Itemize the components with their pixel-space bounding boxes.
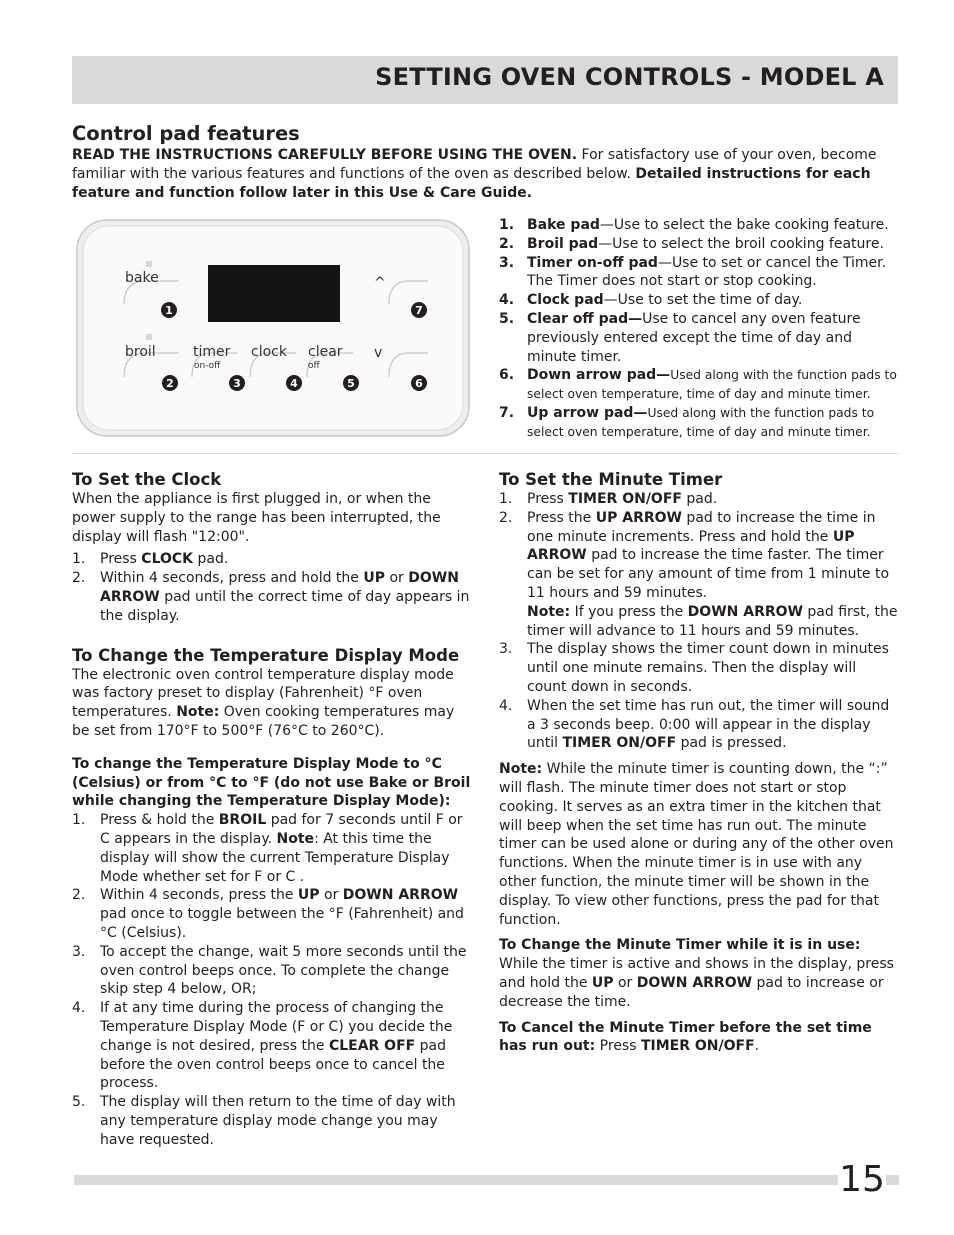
callout-4 <box>286 375 302 391</box>
timer-on-off-pad[interactable]: timer <box>193 344 231 360</box>
callout-5 <box>343 375 359 391</box>
page-title: SETTING OVEN CONTROLS - MODEL A <box>375 63 884 91</box>
svg-text:2: 2 <box>166 377 174 390</box>
clock-intro: When the appliance is first plugged in, or when the power supply to the range has been interrupted, the display will flash "12:00". <box>72 491 441 545</box>
left-column <box>72 470 472 1150</box>
feature-item: 4. Clock pad—Use to set the time of day. <box>499 292 803 309</box>
header-bar <box>72 56 898 104</box>
svg-text:4: 4 <box>290 377 298 390</box>
bake-pad[interactable]: bake <box>125 270 159 286</box>
list-item: 3. The display shows the timer count down in minutes until one minute remains. Then the display will count down in seconds. <box>499 641 889 695</box>
down-arrow-pad[interactable]: v <box>374 345 383 361</box>
timer-heading: To Set the Minute Timer <box>499 470 723 489</box>
list-item: 4. When the set time has run out, the timer will sound a 3 seconds beep. 0:00 will appear in the display until TIMER ON/OFF pad is pressed. <box>499 697 890 752</box>
footer-bar <box>74 1175 899 1185</box>
section-heading-control-pad: Control pad features <box>72 122 300 145</box>
clear-sub-label: off <box>308 361 320 371</box>
timer-note: Note: While the minute timer is counting down, the “:” will flash. The minute timer does not start or stop cooking. It serves as an extra timer in the kitchen that will beep when the set time has run out. The minute timer can be used alone or during any of the other oven functions. When the minute timer is in use with any other function, the minute timer will be shown in the display. To view other functions, press the pad for that function. <box>499 761 894 928</box>
callout-2 <box>162 375 178 391</box>
temp-heading: To Change the Temperature Display Mode <box>72 645 460 665</box>
timer-cancel-text: To Cancel the Minute Timer before the set time has run out: Press TIMER ON/OFF. <box>499 1019 872 1055</box>
svg-text:5: 5 <box>347 377 355 390</box>
feature-item: 7. Up arrow pad—Used along with the function pads to select oven temperature, time of day and minute timer. <box>499 404 875 439</box>
page-number: 15 <box>839 1159 885 1200</box>
list-item: 1. Press & hold the BROIL pad for 7 seconds until F or C appears in the display. Note: At this time the display will show the current Temperature Display Mode whether set for F or C . <box>72 812 463 885</box>
list-item: 5. The display will then return to the time of day with any temperature display mode change you may have requested. <box>72 1094 456 1148</box>
right-column <box>499 470 899 1056</box>
feature-item: 3. Timer on-off pad—Use to set or cancel the Timer. The Timer does not start or stop cooking. <box>499 254 887 290</box>
feature-item: 1. Bake pad—Use to select the bake cooking feature. <box>499 217 889 233</box>
svg-text:7: 7 <box>415 304 423 317</box>
svg-text:6: 6 <box>415 377 423 390</box>
callout-6 <box>411 375 427 391</box>
timer-change-heading: To Change the Minute Timer while it is in use: <box>499 937 861 954</box>
intro-lead-bold: READ THE INSTRUCTIONS CAREFULLY BEFORE USING THE OVEN. <box>72 147 578 163</box>
callout-3 <box>229 375 245 391</box>
intro-lead-text: For satisfactory use of your oven, become familiar with the various features and functions of the oven as described below. <box>72 147 877 182</box>
clock-heading: To Set the Clock <box>72 470 222 489</box>
temp-subheading: To change the Temperature Display Mode to °C (Celsius) or from °C to °F (do not use Bake or Broil while changing the Temperature Display Mode): <box>72 755 471 810</box>
divider <box>72 453 898 454</box>
list-item: 3. To accept the change, wait 5 more seconds until the oven control beeps once. To complete the change skip step 4 below, OR; <box>72 943 467 998</box>
timer-change-text: While the timer is active and shows in the display, press and hold the UP or DOWN ARROW pad to increase or decrease the time. <box>499 956 894 1010</box>
list-item: 1. Press CLOCK pad. <box>72 551 229 568</box>
callout-1 <box>161 302 177 318</box>
list-item: 4. If at any time during the process of changing the Temperature Display Mode (F or C) you decide the change is not desired, press the CLEAR OFF pad before the oven control beeps once to cancel the process. <box>72 1000 453 1092</box>
feature-item: 5. Clear off pad—Use to cancel any oven feature previously entered except the time of day and minute timer. <box>499 310 861 365</box>
list-item: 1. Press TIMER ON/OFF pad. <box>499 491 718 507</box>
feature-list <box>499 216 899 442</box>
temp-intro: The electronic oven control temperature display mode was factory preset to display (Fahrenheit) °F oven temperatures. Note: Oven cooking temperatures may be set from 170°F to 500°F (76°C to 260°C). <box>72 666 455 739</box>
intro-paragraph <box>72 146 898 202</box>
control-panel-illustration <box>76 219 470 437</box>
broil-pad[interactable]: broil <box>125 344 156 360</box>
timer-steps <box>499 490 899 753</box>
clock-steps <box>72 550 472 625</box>
oven-display <box>208 265 340 322</box>
feature-item: 2. Broil pad—Use to select the broil cooking feature. <box>499 235 884 252</box>
clock-pad[interactable]: clock <box>251 344 287 360</box>
svg-text:3: 3 <box>233 377 241 390</box>
list-item: 2. Within 4 seconds, press the UP or DOWN ARROW pad once to toggle between the °F (Fahrenheit) and °C (Celsius). <box>72 887 464 941</box>
clear-off-pad[interactable]: clear <box>308 344 343 360</box>
svg-text:1: 1 <box>165 304 173 317</box>
feature-item: 6. Down arrow pad—Used along with the function pads to select oven temperature, time of day and minute timer. <box>499 367 897 402</box>
list-item: 2. Press the UP ARROW pad to increase the time in one minute increments. Press and hold the UP ARROW pad to increase the time faster. The timer can be set for any amount of time from 1 minute to 11 hours and 59 minutes. Note: If you press the DOWN ARROW pad first, the timer will advance to 11 hours and 59 minutes. <box>499 509 898 639</box>
intro-section <box>72 122 898 202</box>
intro-lead-bold2: Detailed instructions for each feature and function follow later in this Use & Care Guide. <box>72 165 871 201</box>
up-arrow-pad[interactable]: ^ <box>374 275 386 291</box>
callout-7 <box>411 302 427 318</box>
list-item: 2. Within 4 seconds, press and hold the UP or DOWN ARROW pad until the correct time of day appears in the display. <box>72 570 470 624</box>
temp-steps <box>72 811 472 1149</box>
timer-sub-label: on-off <box>194 361 221 371</box>
